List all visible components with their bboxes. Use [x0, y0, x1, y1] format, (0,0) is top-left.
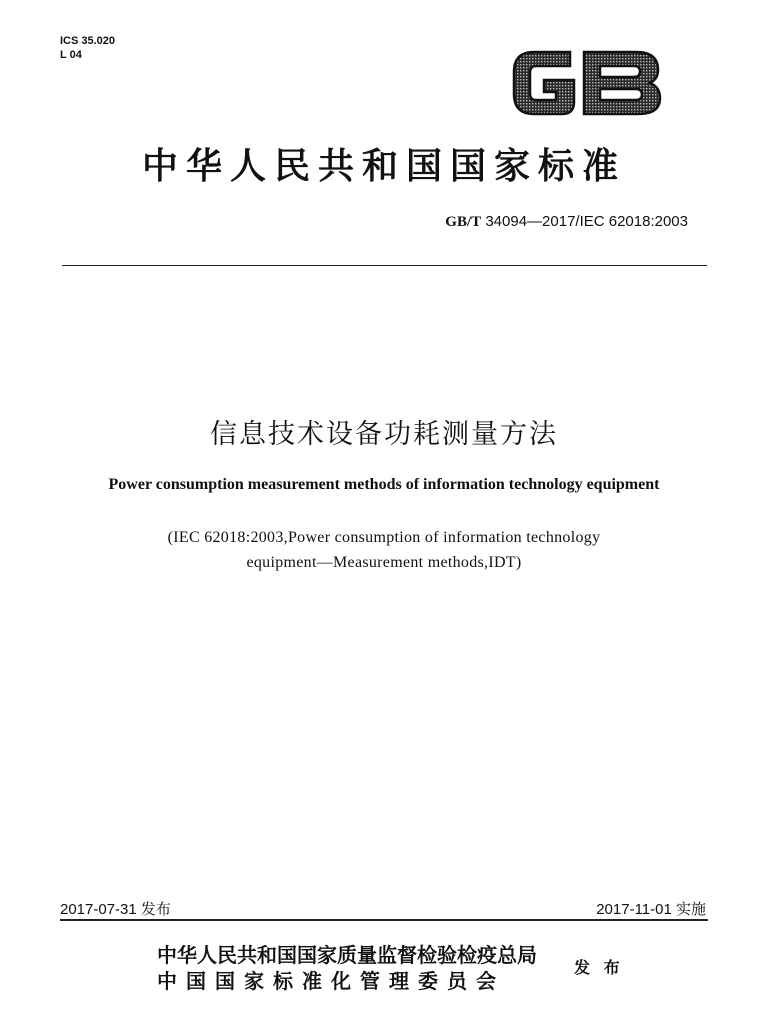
issuing-authorities [157, 942, 537, 994]
issuer-line-1: 中华人民共和国国家质量监督检验检疫总局 [157, 943, 537, 967]
issue-date: 2017-07-31 发布 [60, 901, 171, 918]
standard-number-prefix: GB/T [445, 214, 482, 230]
ics-code: ICS 35.020 [60, 35, 116, 47]
implementation-date: 2017-11-01 实施 [596, 901, 706, 918]
header-divider [62, 265, 707, 266]
publish-label: 发 布 [574, 958, 624, 977]
document-title-english: Power consumption measurement methods of information technology equipment [108, 476, 660, 493]
standard-number [445, 213, 688, 231]
classification-codes [60, 34, 115, 62]
standard-number-rest: 34094—2017/IEC 62018:2003 [485, 213, 688, 230]
iec-note-line-2: equipment—Measurement methods,IDT) [246, 554, 522, 571]
footer-divider [60, 919, 708, 921]
standard-type-title: 中华人民共和国国家标准 [141, 145, 626, 187]
iec-note-line-1: (IEC 62018:2003,Power consumption of information technology [167, 529, 601, 546]
gb-logo-graphic [508, 46, 664, 120]
gb-logo [508, 46, 664, 120]
issuer-line-2: 中国国家标准化管理委员会 [157, 969, 505, 993]
document-title-chinese: 信息技术设备功耗测量方法 [210, 419, 558, 450]
iec-equivalence-note [0, 525, 768, 575]
ccs-code: L 04 [60, 49, 82, 61]
